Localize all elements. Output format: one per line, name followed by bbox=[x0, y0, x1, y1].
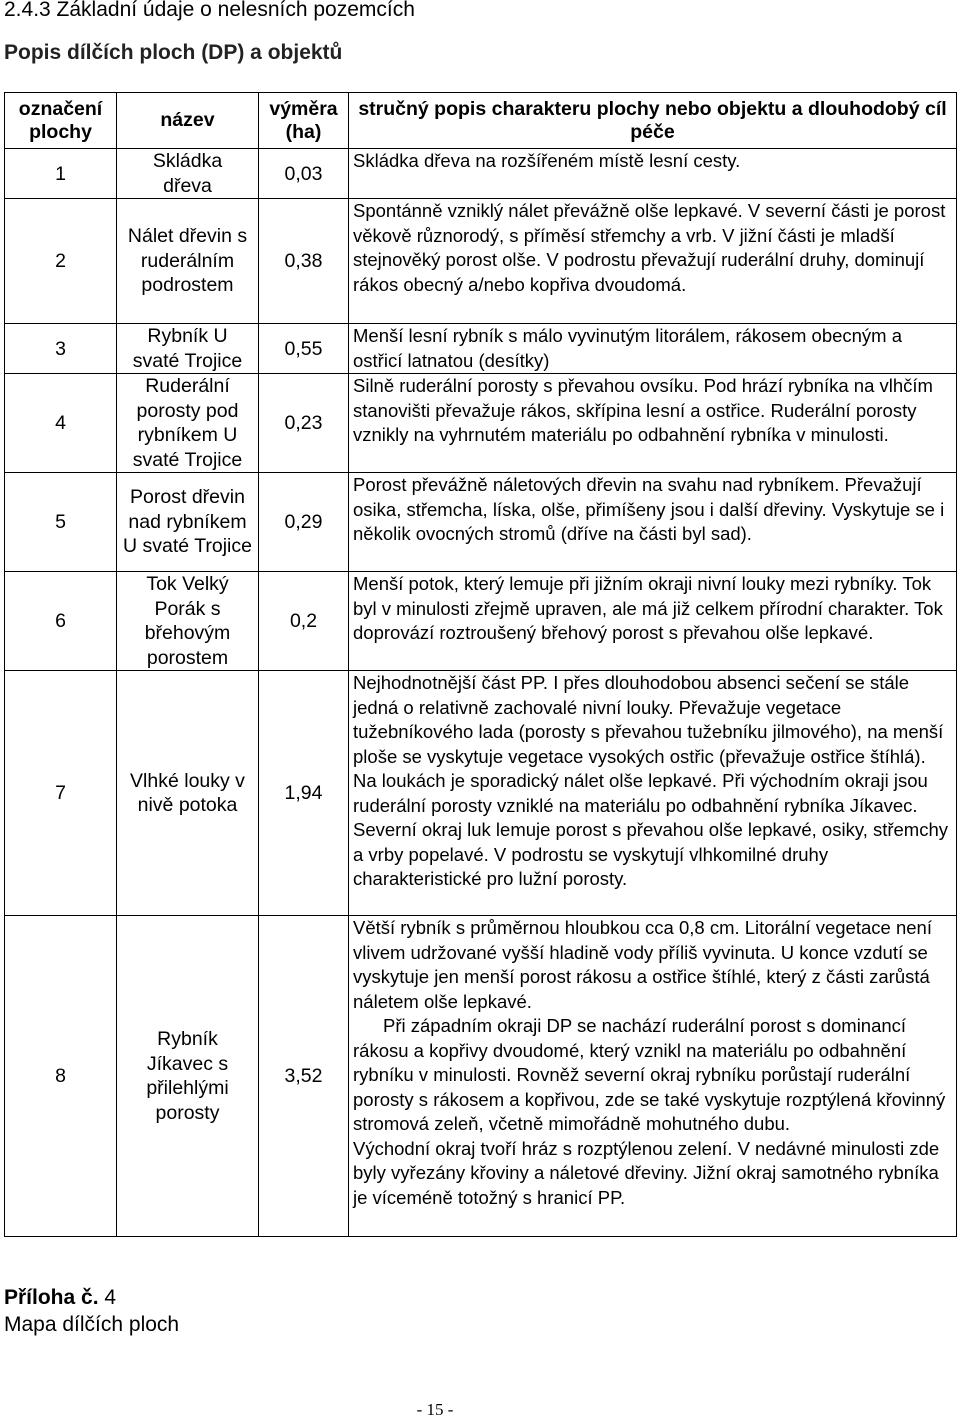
header-description: stručný popis charakteru plochy nebo objektu a dlouhodobý cíl péče bbox=[349, 93, 957, 149]
row-name: Skládka dřeva bbox=[117, 149, 259, 199]
table-row bbox=[5, 572, 957, 671]
row-area: 0,23 bbox=[259, 374, 349, 473]
annex-title: Mapa dílčích ploch bbox=[4, 1313, 180, 1336]
row-area: 0,55 bbox=[259, 324, 349, 374]
row-name: Porost dřevin nad rybníkem U svaté Trojice bbox=[117, 473, 259, 572]
row-id: 8 bbox=[5, 916, 117, 1237]
row-id: 6 bbox=[5, 572, 117, 671]
row-description: Silně ruderální porosty s převahou ovsíku. Pod hrází rybníka na vlhčím stanovišti převažuje rákos, skřípina lesní a ostřice. Ruderální porosty vznikly na vyhrnutém materiálu po odbahnění rybníka v minulosti. bbox=[349, 374, 957, 473]
row-name: Rybník Jíkavec s přilehlými porosty bbox=[117, 916, 259, 1237]
row-id: 2 bbox=[5, 199, 117, 324]
row-description: Menší potok, který lemuje při jižním okraji nivní louky mezi rybníky. Tok byl v minulosti zřejmě upraven, ale má již celkem přírodní charakter. Tok doprovází roztroušený břehový porost s převahou olše lepkavé. bbox=[349, 572, 957, 671]
page-number: - 15 - bbox=[416, 1400, 454, 1419]
table-header-row bbox=[5, 93, 957, 149]
header-name: název bbox=[117, 93, 259, 149]
row-name: Rybník U svaté Trojice bbox=[117, 324, 259, 374]
row-name: Nálet dřevin s ruderálním podrostem bbox=[117, 199, 259, 324]
table-row bbox=[5, 473, 957, 572]
row-area: 0,03 bbox=[259, 149, 349, 199]
row-name: Vlhké louky v nivě potoka bbox=[117, 671, 259, 916]
annex-label: Příloha č. 4 bbox=[4, 1286, 117, 1309]
row-id: 5 bbox=[5, 473, 117, 572]
row-id: 4 bbox=[5, 374, 117, 473]
row-area: 0,38 bbox=[259, 199, 349, 324]
table-subtitle: Popis dílčích ploch (DP) a objektů bbox=[4, 41, 343, 64]
table-row bbox=[5, 199, 957, 324]
row-area: 0,29 bbox=[259, 473, 349, 572]
row-description: Skládka dřeva na rozšířeném místě lesní cesty. bbox=[349, 149, 957, 199]
row-id: 1 bbox=[5, 149, 117, 199]
row-name: Tok Velký Porák s břehovým porostem bbox=[117, 572, 259, 671]
row-description: Větší rybník s průměrnou hloubkou cca 0,8 cm. Litorální vegetace není vlivem udržované vyšší hladině vody příliš vyvinuta. U konce vzdutí se vyskytuje jen menší porost rákosu a ostřice štíhlé, který z části zarůstá náletem olše lepkavé. Při západním okraji DP se nachází ruderální porost s dominancí rákosu a kopřivy dvoudomé, který vznikl na materiálu po odbahnění rybníku v minulosti. Rovněž severní okraj rybníku porůstají ruderální porosty s rákosem a kopřivou, zde se také vyskytuje rozptýlená křovinný stromová zeleň, včetně mimořádně mohutného dubu. Východní okraj tvoří hráz s rozptýlenou zelení. V nedávné minulosti zde byly vyřezány křoviny a náletové dřeviny. Jižní okraj samotného rybníka je víceméně totožný s hranicí PP. bbox=[349, 916, 957, 1237]
table-row bbox=[5, 324, 957, 374]
row-id: 7 bbox=[5, 671, 117, 916]
row-area: 1,94 bbox=[259, 671, 349, 916]
section-title: 2.4.3 Základní údaje o nelesních pozemcích bbox=[4, 0, 415, 21]
row-description: Porost převážně náletových dřevin na svahu nad rybníkem. Převažují osika, střemcha, líska, olše, přimíšeny jsou i další dřeviny. Vyskytuje se i několik ovocných stromů (dříve na části byl sad). bbox=[349, 473, 957, 572]
row-description: Nejhodnotnější část PP. I přes dlouhodobou absenci sečení se stále jedná o relativně zachovalé nivní louky. Převažuje vegetace tužebníkového lada (porosty s převahou tužebníku jilmového), na menší ploše se vyskytuje vegetace vysokých ostřic (převažuje ostřice štíhlá). Na loukách je sporadický nálet olše lepkavé. Při východním okraji jsou ruderální porosty vzniklé na materiálu po odbahnění rybníka Jíkavec. Severní okraj luk lemuje porost s převahou olše lepkavé, osiky, střemchy a vrby popelavé. V podrostu se vyskytují vlhkomilné druhy charakteristické pro lužní porosty. bbox=[349, 671, 957, 916]
header-id: označení plochy bbox=[5, 93, 117, 149]
row-description: Spontánně vzniklý nálet převážně olše lepkavé. V severní části je porost věkově různorodý, s příměsí střemchy a vrb. V jižní části je mladší stejnověký porost olše. V podrostu převažují ruderální druhy, dominují rákos obecný a/nebo kopřiva dvoudomá. bbox=[349, 199, 957, 324]
table-row bbox=[5, 149, 957, 199]
partial-areas-table bbox=[4, 92, 957, 1237]
row-area: 0,2 bbox=[259, 572, 349, 671]
table-row bbox=[5, 916, 957, 1237]
annex-number: 4 bbox=[104, 1286, 117, 1309]
row-name: Ruderální porosty pod rybníkem U svaté Trojice bbox=[117, 374, 259, 473]
header-area: výměra (ha) bbox=[259, 93, 349, 149]
table-row bbox=[5, 671, 957, 916]
table-row bbox=[5, 374, 957, 473]
row-id: 3 bbox=[5, 324, 117, 374]
row-area: 3,52 bbox=[259, 916, 349, 1237]
row-description: Menší lesní rybník s málo vyvinutým litorálem, rákosem obecným a ostřicí latnatou (desítky) bbox=[349, 324, 957, 374]
